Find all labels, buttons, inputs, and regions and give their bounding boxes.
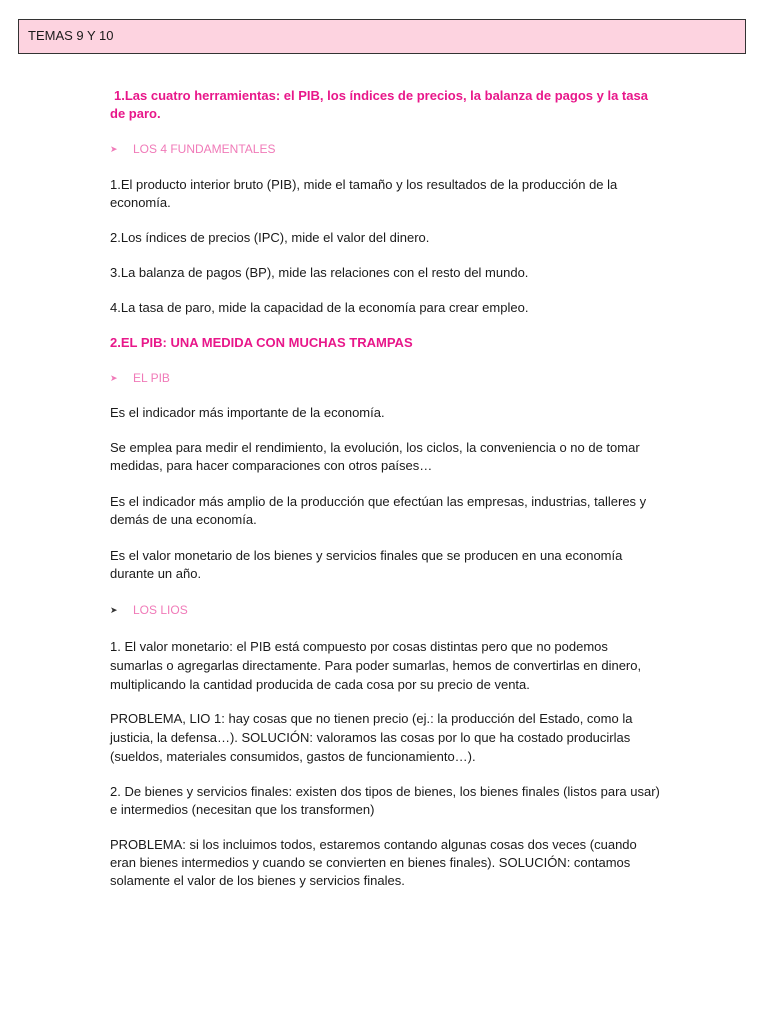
subheading-label: LOS LIOS (133, 603, 188, 617)
subheading-fundamentales (110, 140, 660, 158)
pib-paragraph: Es el indicador más importante de la economía. (110, 405, 385, 420)
subheading-label: LOS 4 FUNDAMENTALES (133, 142, 276, 156)
lio-paragraph: 1. El valor monetario: el PIB está compuesto por cosas distintas pero que no podemos sumarlas o agregarlas directamente. Para poder sumarlas, hemos de convertirlas en dinero, multiplicando la cantidad producida de cada cosa por su precio de venta. (110, 639, 642, 692)
pib-paragraph: Se emplea para medir el rendimiento, la evolución, los ciclos, la conveniencia o no de tomar medidas, para hacer comparaciones con otros países… (110, 440, 640, 473)
subheading-el-pib (110, 369, 660, 387)
section-1-heading: 1.Las cuatro herramientas: el PIB, los índices de precios, la balanza de pagos y la tasa de paro. (110, 88, 648, 121)
fundamental-item: 4.La tasa de paro, mide la capacidad de la economía para crear empleo. (110, 300, 529, 315)
title-box (18, 19, 746, 54)
section-2-heading: 2.EL PIB: UNA MEDIDA CON MUCHAS TRAMPAS (110, 335, 413, 350)
document-body (110, 87, 660, 890)
lio-paragraph: PROBLEMA, LIO 1: hay cosas que no tienen precio (ej.: la producción del Estado, como la justicia, la defensa…). SOLUCIÓN: valoramos las cosas por lo que ha costado producirlas (sueldos, materiales consumidos, gastos de funcionamiento…). (110, 711, 633, 764)
fundamental-item: 2.Los índices de precios (IPC), mide el valor del dinero. (110, 230, 430, 245)
fundamental-item: 3.La balanza de pagos (BP), mide las relaciones con el resto del mundo. (110, 265, 529, 280)
subheading-los-lios (110, 601, 660, 619)
lio-paragraph: 2. De bienes y servicios finales: existen dos tipos de bienes, los bienes finales (listos para usar) e intermedios (necesitan que los transformen) (110, 784, 660, 817)
subheading-label: EL PIB (133, 371, 170, 385)
arrowhead-bullet-icon: ➤ (110, 605, 118, 615)
fundamental-item: 1.El producto interior bruto (PIB), mide el tamaño y los resultados de la producción de la economía. (110, 177, 618, 210)
arrowhead-bullet-icon: ➤ (110, 373, 118, 383)
lio-paragraph: PROBLEMA: si los incluimos todos, estaremos contando algunas cosas dos veces (cuando eran bienes intermedios y cuando se convierten en bienes finales). SOLUCIÓN: contamos solamente el valor de los bienes y servicios finales. (110, 837, 637, 888)
arrowhead-bullet-icon: ➤ (110, 144, 118, 154)
pib-paragraph: Es el indicador más amplio de la producción que efectúan las empresas, industrias, talleres y demás de una economía. (110, 494, 647, 527)
document-title: TEMAS 9 Y 10 (28, 28, 114, 43)
pib-paragraph: Es el valor monetario de los bienes y servicios finales que se producen en una economía durante un año. (110, 548, 623, 581)
